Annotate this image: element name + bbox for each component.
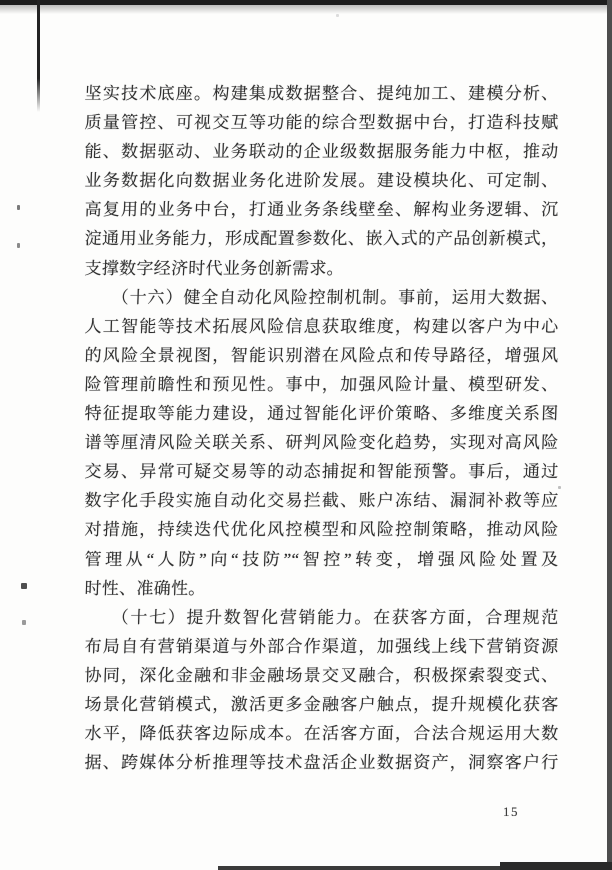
text-line: 支撑数字经济时代业务创新需求。 <box>84 258 345 278</box>
scan-speck <box>17 243 20 248</box>
text-line: 能、数据驱动、业务联动的企业级数据服务能力中枢，推动 <box>84 142 559 162</box>
text-line: 坚实技术底座。构建集成数据整合、提纯加工、建模分析、 <box>84 84 559 103</box>
text-line: 谱等厘清风险关联关系、研判风险变化趋势，实现对高风险 <box>84 433 559 453</box>
text-line: （十六）健全自动化风险控制机制。事前，运用大数据、 <box>111 287 559 307</box>
document-text-body <box>84 79 558 777</box>
scan-edge-bottom <box>218 866 500 870</box>
text-line: （十七）提升数智化营销能力。在获客方面，合理规范 <box>111 607 559 627</box>
text-line: 对措施，持续迭代优化风控模型和风险控制策略，推动风险 <box>84 520 559 540</box>
text-line: 淀通用业务能力，形成配置参数化、嵌入式的产品创新模式， <box>84 229 559 249</box>
text-line: 管理从“人防”向“技防”“智控”转变，增强风险处置及 <box>84 549 559 569</box>
text-line: 业务数据化向数据业务化进阶发展。建设模块化、可定制、 <box>84 171 559 191</box>
text-line: 交易、异常可疑交易等的动态捕捉和智能预警。事后，通过 <box>84 462 559 482</box>
text-line: 险管理前瞻性和预见性。事中，加强风险计量、模型研发、 <box>84 374 559 394</box>
text-line: 数字化手段实施自动化交易拦截、账户冻结、漏洞补救等应 <box>84 491 559 511</box>
text-line: 布局自有营销渠道与外部合作渠道，加强线上线下营销资源 <box>84 636 559 656</box>
text-line: 质量管控、可视交互等功能的综合型数据中台，打造科技赋 <box>84 113 559 133</box>
text-line: 协同，深化金融和非金融场景交叉融合，积极探索裂变式、 <box>84 665 559 685</box>
text-line: 据、跨媒体分析推理等技术盘活企业数据资产，洞察客户行 <box>84 753 559 773</box>
scan-speck <box>22 620 26 625</box>
text-line: 时性、准确性。 <box>84 578 206 598</box>
text-line: 水平，降低获客边际成本。在活客方面，合法合规运用大数 <box>84 724 559 744</box>
scan-speck <box>21 583 27 589</box>
text-line: 人工智能等技术拓展风险信息获取维度，构建以客户为中心 <box>84 316 559 336</box>
scan-left-edge-artifact <box>37 0 40 112</box>
page-number: 15 <box>503 804 519 819</box>
scan-speck <box>17 205 20 210</box>
scan-edge-top-shadow <box>0 5 612 14</box>
scan-edge-bottom-corner <box>500 862 612 870</box>
scan-edge-right <box>607 0 612 870</box>
scan-speck <box>336 14 339 17</box>
text-line: 的风险全景视图，智能识别潜在风险点和传导路径，增强风 <box>84 345 559 365</box>
text-line: 特征提取等能力建设，通过智能化评价策略、多维度关系图 <box>84 404 559 424</box>
text-line: 高复用的业务中台，打通业务条线壁垒、解构业务逻辑、沉 <box>84 200 559 220</box>
text-line: 场景化营销模式，激活更多金融客户触点，提升规模化获客 <box>84 694 559 714</box>
